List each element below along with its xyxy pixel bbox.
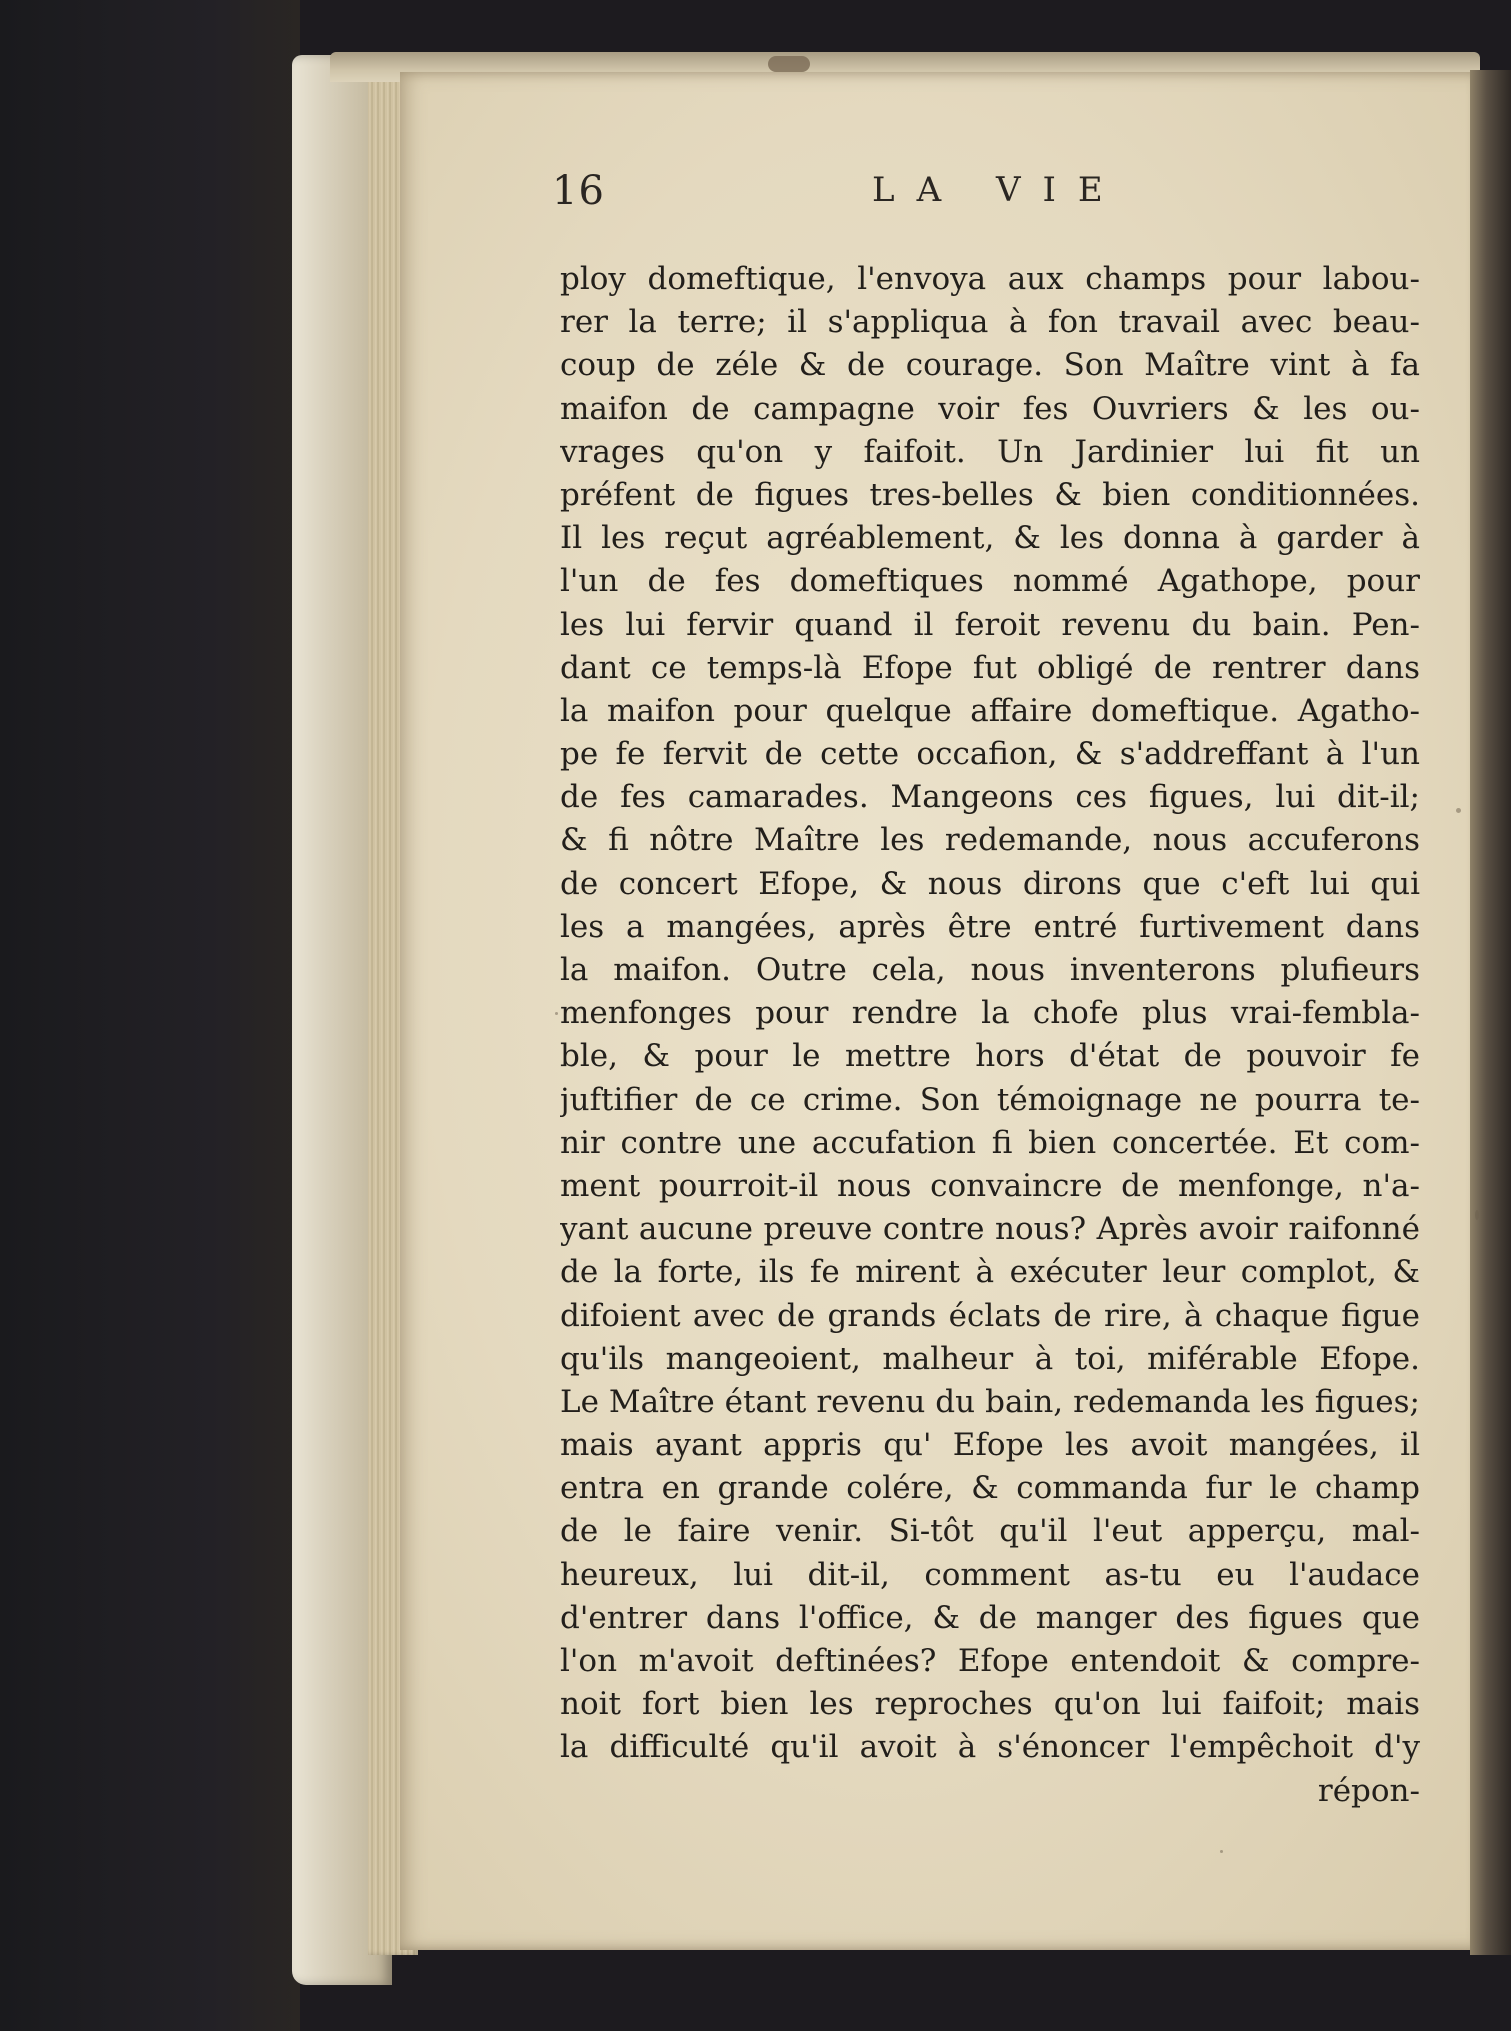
catchword: répon- (1317, 1772, 1420, 1809)
text-line: l'on m'avoit deftinées? Efope entendoit & compre- (560, 1643, 1420, 1679)
paper-speck (1456, 808, 1461, 813)
text-line: dant ce temps-là Efope fut obligé de rentrer dans (560, 649, 1420, 686)
text-line: ble, & pour le mettre hors d'état de pouvoir fe (560, 1038, 1420, 1075)
text-line: la difficulté qu'il avoit à s'énoncer l'empêchoit d'y (560, 1729, 1420, 1766)
dark-background (0, 0, 300, 2031)
text-line: juftifier de ce crime. Son témoignage ne pourra te- (560, 1081, 1420, 1118)
text-line: maifon de campagne voir fes Ouvriers & les ou- (560, 390, 1420, 427)
binding-mark (768, 56, 810, 72)
text-line: de le faire venir. Si-tôt qu'il l'eut apperçu, mal- (560, 1513, 1420, 1550)
text-line: heureux, lui dit-il, comment as-tu eu l'audace (560, 1556, 1420, 1593)
text-line: les lui fervir quand il feroit revenu du bain. Pen- (560, 606, 1420, 643)
text-line: difoient avec de grands éclats de rire, à chaque figue (560, 1297, 1420, 1334)
text-line: menfonges pour rendre la chofe plus vrai-fembla- (560, 995, 1420, 1032)
page-header (552, 168, 1432, 228)
text-line: la maifon. Outre cela, nous inventerons plufieurs (560, 952, 1420, 988)
text-line: vrages qu'on y faifoit. Un Jardinier lui fit un (560, 433, 1420, 470)
paper-speck (1220, 1850, 1223, 1853)
text-line: de concert Efope, & nous dirons que c'eft lui qui (560, 865, 1420, 902)
paper-speck (1475, 1210, 1479, 1220)
text-line: & fi nôtre Maître les redemande, nous accuferons (560, 822, 1420, 859)
text-line: rer la terre; il s'appliqua à fon travail avec beau- (560, 304, 1420, 341)
text-line: Il les reçut agréablement, & les donna à garder à (560, 520, 1420, 557)
text-line: mais ayant appris qu' Efope les avoit mangées, il (560, 1427, 1420, 1464)
page-number: 16 (552, 168, 605, 214)
text-line: nir contre une accufation fi bien concertée. Et com- (560, 1124, 1420, 1161)
binding-gutter (1470, 70, 1511, 1955)
text-line: les a mangées, après être entré furtivement dans (560, 908, 1420, 945)
text-line: entra en grande colére, & commanda fur le champ (560, 1470, 1420, 1507)
text-line: d'entrer dans l'office, & de manger des figues que (560, 1599, 1420, 1636)
text-line: l'un de fes domeftiques nommé Agathope, pour (560, 563, 1420, 600)
text-line: coup de zéle & de courage. Son Maître vint à fa (560, 347, 1420, 384)
text-line: la maifon pour quelque affaire domeftique. Agatho- (560, 692, 1420, 729)
text-line: yant aucune preuve contre nous? Après avoir raifonné (560, 1211, 1420, 1248)
text-line: de fes camarades. Mangeons ces figues, lui dit-il; (560, 779, 1420, 816)
running-head: LA VIE (872, 170, 1125, 210)
paper-speck (555, 1012, 558, 1015)
text-line: Le Maître étant revenu du bain, redemanda les figues; (560, 1383, 1420, 1420)
text-line: ment pourroit-il nous convaincre de menfonge, n'a- (560, 1167, 1420, 1204)
text-line: préfent de figues tres-belles & bien conditionnées. (560, 476, 1420, 513)
text-line: ploy domeftique, l'envoya aux champs pour labou- (560, 261, 1420, 297)
text-line: de la forte, ils fe mirent à exécuter leur complot, & (560, 1254, 1420, 1291)
text-line: noit fort bien les reproches qu'on lui faifoit; mais (560, 1686, 1420, 1723)
text-line: pe fe fervit de cette occafion, & s'addreffant à l'un (560, 736, 1420, 773)
body-text (560, 258, 1420, 1813)
text-line: qu'ils mangeoient, malheur à toi, miférable Efope. (560, 1340, 1420, 1377)
